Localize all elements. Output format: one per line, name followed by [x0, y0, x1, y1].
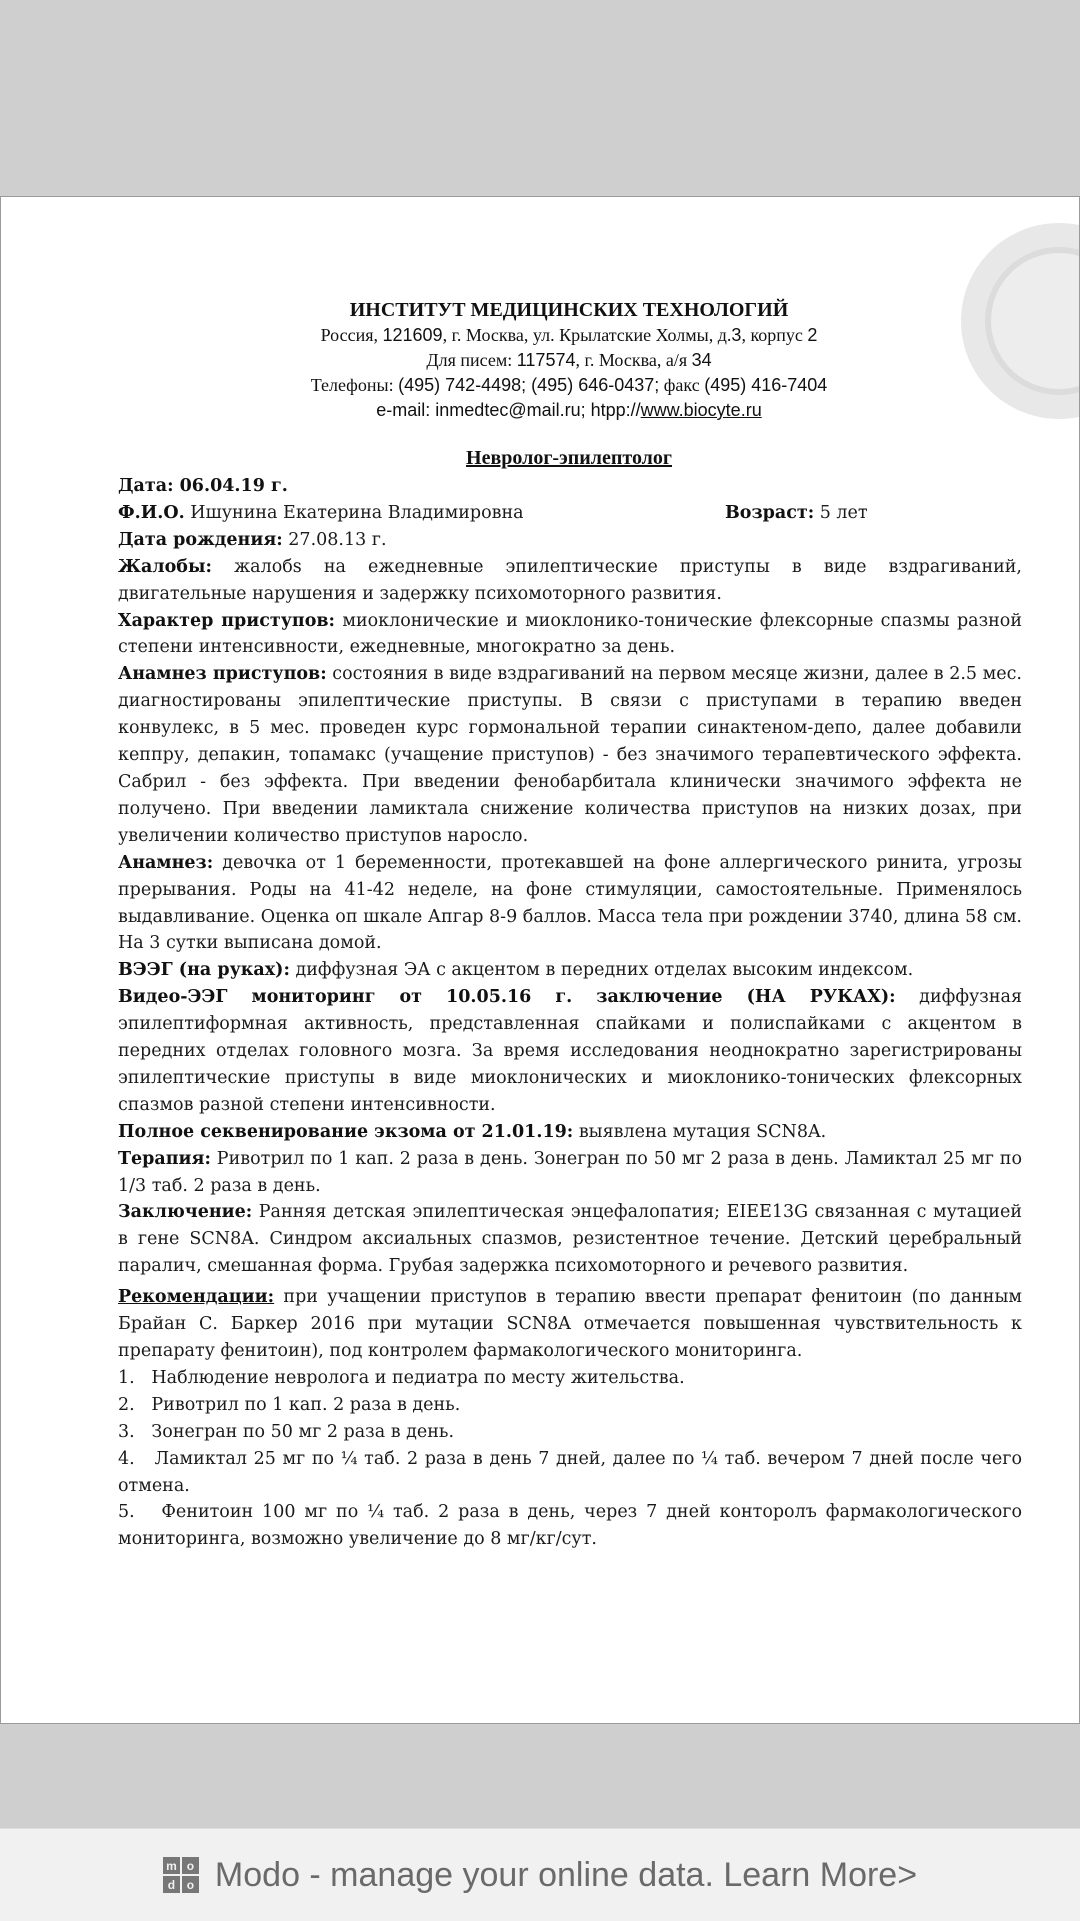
eeg-paragraph: ВЭЭГ (на руках): диффузная ЭА с акцентом в передних отделах высоким индексом.	[118, 960, 914, 981]
institute-name: ИНСТИТУТ МЕДИЦИНСКИХ ТЕХНОЛОГИЙ	[349, 299, 789, 321]
letterhead	[1, 297, 1080, 423]
complaints-paragraph: Жалобы: жалобs на ежедневные эпилептические приступы в виде вздрагиваний, двигательные нарушения и задержку психомоторного развития.	[118, 556, 1022, 604]
address-line: Россия, 121609, г. Москва, ул. Крылатские Холмы, д.3, корпус 2	[320, 325, 818, 345]
document-page[interactable]	[0, 196, 1080, 1724]
viewer-background	[0, 0, 1080, 196]
website-link[interactable]: www.biocyte.ru	[640, 400, 762, 420]
video-eeg-paragraph: Видео-ЭЭГ мониторинг от 10.05.16 г. заключение (НА РУКАХ): диффузная эпилептиформная активность, представленная спайками и полиспайками с акцентом в передних отделах головного мозга. За время исследования неоднократно зарегистрированы эпилептические приступы в виде миоклонических и миоклонико-тонических флексорных спазмов разной степени интенсивности.	[118, 987, 1022, 1115]
document-title: Невролог-эпилептолог	[466, 447, 672, 469]
exome-paragraph: Полное секвенирование экзома от 21.01.19: выявлена мутация SCN8A.	[118, 1121, 827, 1142]
list-item: 5. Фенитоин 100 мг по ¼ таб. 2 раза в день, через 7 дней конторолъ фармакологического мониторинга, возможно увеличение до 8 мг/кг/сут.	[118, 1502, 1022, 1550]
list-item: 1. Наблюдение невролога и педиатра по месту жительства.	[118, 1367, 685, 1388]
document-body	[118, 473, 1022, 1553]
mail-address-line: Для писем: 117574, г. Москва, а/я 34	[426, 350, 712, 370]
anamnesis-paragraph: Анамнез: девочка от 1 беременности, протекавшей на фоне аллергического ринита, угрозы прерывания. Роды на 41-42 неделе, на фоне стимуляции, самостоятельные. Применялось выдавливание. Оценка оп шкале Апгар 8-9 баллов. Масса тела при рождении 3740, длина 58 см. На 3 сутки выписана домой.	[118, 852, 1022, 954]
phones-line: Телефоны: (495) 742-4498; (495) 646-0437; факс (495) 416-7404	[310, 375, 828, 395]
email-line: e-mail: inmedtec@mail.ru; htpp://www.biocyte.ru	[376, 400, 762, 420]
seizure-history-paragraph: Анамнез приступов: состояния в виде вздрагиваний на первом месяце жизни, далее в 2.5 мес. диагностированы эпилептические приступы. В связи с приступами в терапию введен конвулекс, в 5 мес. проведен курс гормональной терапии синактеном-депо, далее добавили кеппру, депакин, топамакс (учащение приступов) - без значимого терапевтического эффекта. Сабрил - без эффекта. При введении фенобарбитала клинически значимого эффекта не получено. При введении ламиктала снижение количества приступов на низких дозах, при увеличении количество приступов наросло.	[118, 664, 1022, 846]
ad-text[interactable]: Modo - manage your online data. Learn More>	[214, 1855, 918, 1894]
list-item: 2. Ривотрил по 1 кап. 2 раза в день.	[118, 1394, 461, 1415]
ad-banner[interactable]	[0, 1828, 1080, 1921]
modo-logo-icon: m o d o	[163, 1857, 199, 1893]
conclusion-paragraph: Заключение: Ранняя детская эпилептическая энцефалопатия; EIEE13G связанная с мутацией в гене SCN8A. Синдром аксиальных спазмов, резистентное течение. Детский церебральный паралич, смешанная форма. Грубая задержка психомоторного и речевого развития.	[118, 1202, 1022, 1277]
recommendations-paragraph: Рекомендации: при учащении приступов в терапию ввести препарат фенитоин (по данным Брайан С. Баркер 2016 при мутации SCN8A отмечается повышенная чувствительность к препарату фенитоин), под контролем фармакологического мониторинга.	[118, 1287, 1022, 1361]
birth-date-line: Дата рождения: 27.08.13 г.	[118, 529, 387, 550]
date-line: Дата: 06.04.19 г.	[118, 476, 288, 496]
seizure-type-paragraph: Характер приступов: миоклонические и миоклонико-тонические флексорные спазмы разной степени интенсивности, ежедневные, многократно за день.	[118, 610, 1022, 658]
recommendations-list	[118, 1365, 1022, 1553]
list-item: 4. Ламиктал 25 мг по ¼ таб. 2 раза в день 7 дней, далее по ¼ таб. вечером 7 дней после чего отмена.	[118, 1448, 1022, 1496]
list-item: 3. Зонегран по 50 мг 2 раза в день.	[118, 1421, 455, 1442]
patient-line: Ф.И.О. Ишунина Екатерина Владимировна Возраст: 5 лет	[118, 502, 868, 523]
therapy-paragraph: Терапия: Ривотрил по 1 кап. 2 раза в день. Зонегран по 50 мг 2 раза в день. Ламиктал 25 мг по 1/3 таб. 2 раза в день.	[118, 1148, 1022, 1196]
